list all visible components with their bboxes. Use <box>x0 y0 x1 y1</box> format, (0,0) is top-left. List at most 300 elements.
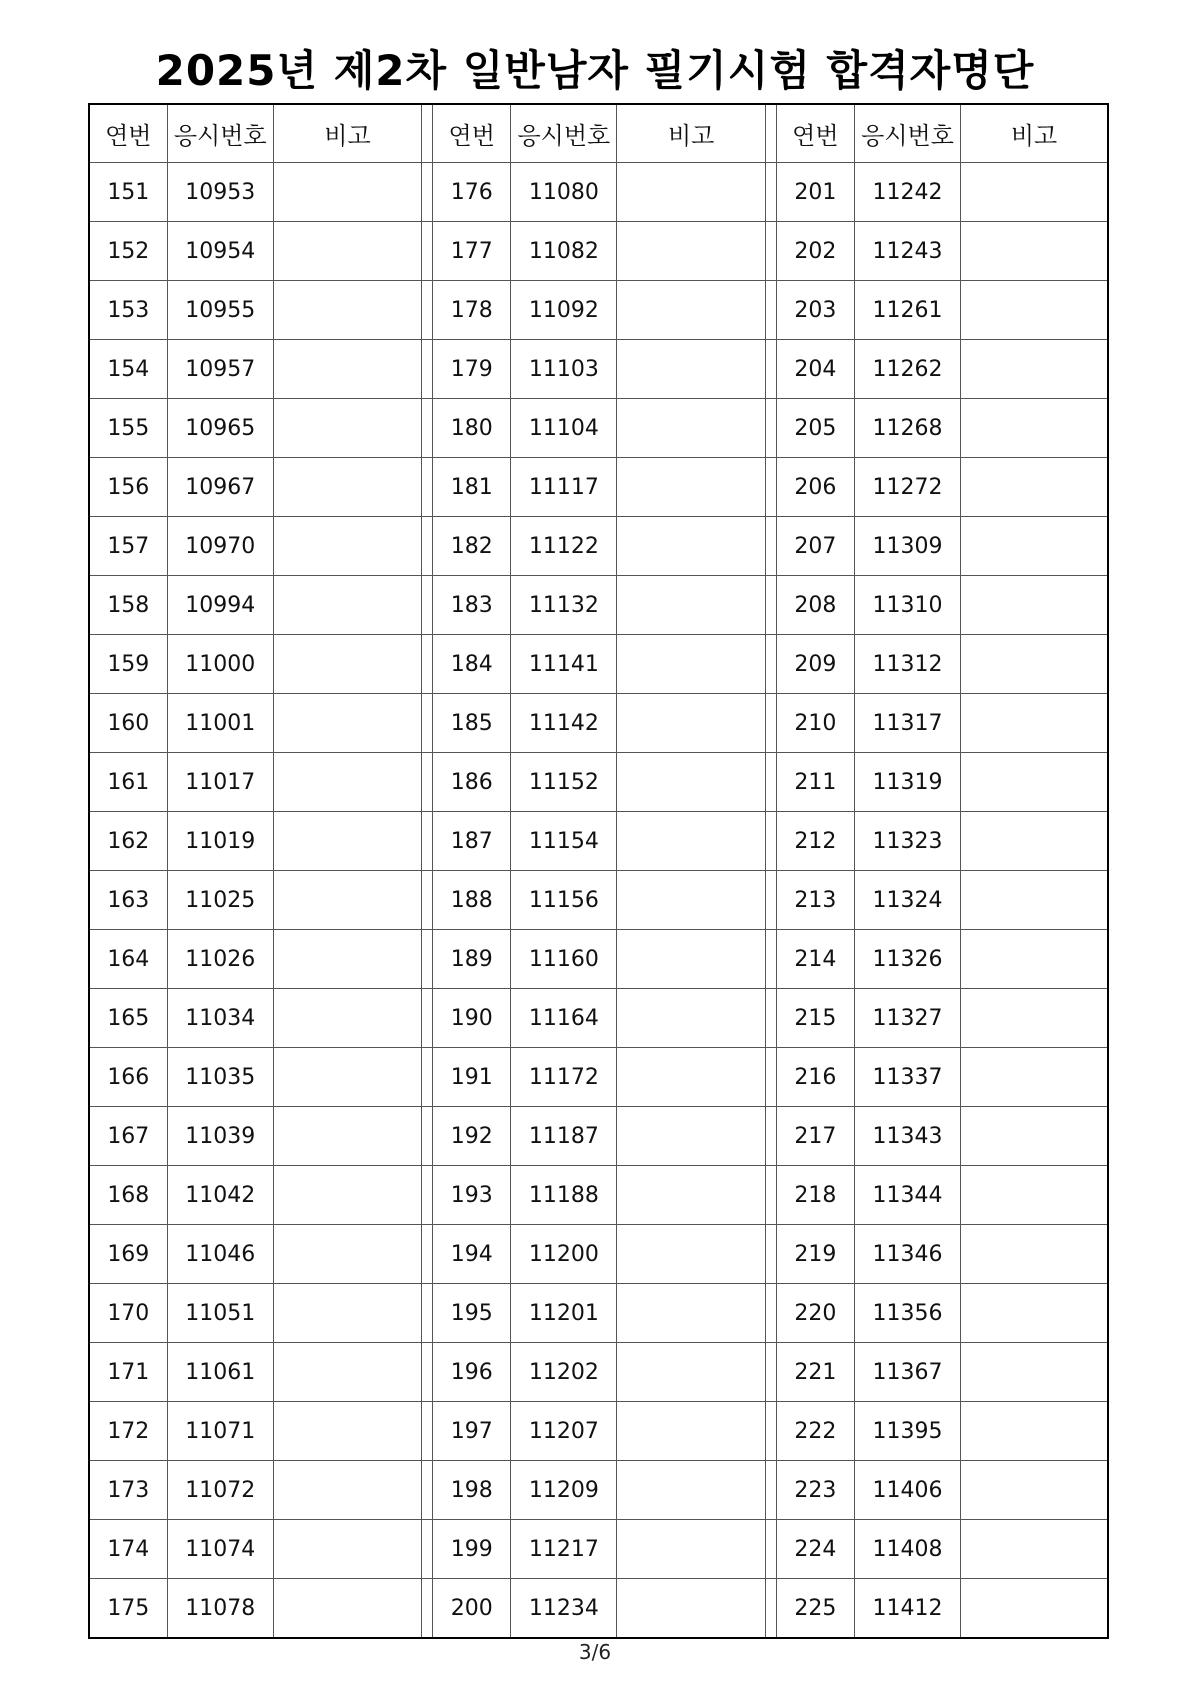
column-gap <box>765 1284 776 1343</box>
column-gap <box>765 222 776 281</box>
note-cell <box>617 340 765 399</box>
note-cell <box>961 989 1108 1048</box>
note-cell <box>617 1343 765 1402</box>
serial-number-cell: 186 <box>433 753 511 812</box>
note-cell <box>961 163 1108 222</box>
note-cell <box>961 930 1108 989</box>
serial-number-cell: 158 <box>89 576 167 635</box>
table-row <box>89 871 1108 930</box>
note-cell <box>961 1048 1108 1107</box>
serial-number-cell: 163 <box>89 871 167 930</box>
note-cell <box>961 812 1108 871</box>
column-gap <box>765 340 776 399</box>
exam-number-cell: 11080 <box>511 163 617 222</box>
exam-number-cell: 11156 <box>511 871 617 930</box>
exam-number-cell: 10954 <box>167 222 273 281</box>
note-cell <box>961 1284 1108 1343</box>
column-gap <box>765 576 776 635</box>
table-row <box>89 1166 1108 1225</box>
exam-number-cell: 11356 <box>854 1284 960 1343</box>
serial-number-cell: 153 <box>89 281 167 340</box>
column-gap <box>765 1107 776 1166</box>
serial-number-cell: 225 <box>776 1579 854 1639</box>
exam-number-cell: 11243 <box>854 222 960 281</box>
column-gap <box>765 399 776 458</box>
exam-number-cell: 11327 <box>854 989 960 1048</box>
note-cell <box>617 871 765 930</box>
header-exam-id: 응시번호 <box>167 104 273 163</box>
note-cell <box>273 1225 421 1284</box>
note-cell <box>961 635 1108 694</box>
exam-number-cell: 11324 <box>854 871 960 930</box>
column-gap <box>765 104 776 163</box>
column-gap <box>765 281 776 340</box>
column-gap <box>422 635 433 694</box>
table-row <box>89 399 1108 458</box>
serial-number-cell: 157 <box>89 517 167 576</box>
exam-number-cell: 11017 <box>167 753 273 812</box>
exam-number-cell: 10994 <box>167 576 273 635</box>
column-gap <box>422 576 433 635</box>
note-cell <box>617 635 765 694</box>
note-cell <box>961 1579 1108 1639</box>
serial-number-cell: 218 <box>776 1166 854 1225</box>
exam-number-cell: 11202 <box>511 1343 617 1402</box>
column-gap <box>765 989 776 1048</box>
note-cell <box>617 1579 765 1639</box>
exam-number-cell: 11309 <box>854 517 960 576</box>
column-gap <box>422 1343 433 1402</box>
column-gap <box>765 635 776 694</box>
note-cell <box>961 1166 1108 1225</box>
column-gap <box>422 1048 433 1107</box>
note-cell <box>961 753 1108 812</box>
exam-number-cell: 11042 <box>167 1166 273 1225</box>
header-no: 연번 <box>89 104 167 163</box>
serial-number-cell: 209 <box>776 635 854 694</box>
exam-number-cell: 11025 <box>167 871 273 930</box>
exam-number-cell: 11103 <box>511 340 617 399</box>
serial-number-cell: 185 <box>433 694 511 753</box>
note-cell <box>273 163 421 222</box>
header-no: 연번 <box>433 104 511 163</box>
serial-number-cell: 168 <box>89 1166 167 1225</box>
note-cell <box>273 1461 421 1520</box>
serial-number-cell: 155 <box>89 399 167 458</box>
note-cell <box>617 1166 765 1225</box>
note-cell <box>961 1225 1108 1284</box>
serial-number-cell: 187 <box>433 812 511 871</box>
note-cell <box>273 517 421 576</box>
exam-number-cell: 11142 <box>511 694 617 753</box>
serial-number-cell: 204 <box>776 340 854 399</box>
column-gap <box>422 517 433 576</box>
note-cell <box>273 1343 421 1402</box>
table-row <box>89 812 1108 871</box>
table-row <box>89 1343 1108 1402</box>
column-gap <box>765 458 776 517</box>
column-gap <box>422 104 433 163</box>
exam-number-cell: 10953 <box>167 163 273 222</box>
serial-number-cell: 182 <box>433 517 511 576</box>
serial-number-cell: 223 <box>776 1461 854 1520</box>
exam-number-cell: 11141 <box>511 635 617 694</box>
table-row <box>89 1225 1108 1284</box>
exam-number-cell: 10955 <box>167 281 273 340</box>
note-cell <box>961 458 1108 517</box>
exam-number-cell: 11026 <box>167 930 273 989</box>
serial-number-cell: 170 <box>89 1284 167 1343</box>
serial-number-cell: 183 <box>433 576 511 635</box>
column-gap <box>765 1343 776 1402</box>
serial-number-cell: 173 <box>89 1461 167 1520</box>
note-cell <box>617 694 765 753</box>
exam-number-cell: 11154 <box>511 812 617 871</box>
note-cell <box>617 399 765 458</box>
table-row <box>89 340 1108 399</box>
column-gap <box>765 930 776 989</box>
exam-number-cell: 11406 <box>854 1461 960 1520</box>
serial-number-cell: 159 <box>89 635 167 694</box>
exam-number-cell: 11234 <box>511 1579 617 1639</box>
column-gap <box>765 517 776 576</box>
exam-number-cell: 11207 <box>511 1402 617 1461</box>
exam-number-cell: 11035 <box>167 1048 273 1107</box>
column-gap <box>765 812 776 871</box>
table-row <box>89 989 1108 1048</box>
column-gap <box>422 1520 433 1579</box>
serial-number-cell: 194 <box>433 1225 511 1284</box>
serial-number-cell: 152 <box>89 222 167 281</box>
serial-number-cell: 184 <box>433 635 511 694</box>
exam-number-cell: 11187 <box>511 1107 617 1166</box>
serial-number-cell: 195 <box>433 1284 511 1343</box>
exam-number-cell: 11188 <box>511 1166 617 1225</box>
serial-number-cell: 167 <box>89 1107 167 1166</box>
column-gap <box>422 753 433 812</box>
table-row <box>89 576 1108 635</box>
serial-number-cell: 222 <box>776 1402 854 1461</box>
note-cell <box>617 1402 765 1461</box>
exam-number-cell: 11039 <box>167 1107 273 1166</box>
exam-number-cell: 11160 <box>511 930 617 989</box>
note-cell <box>273 458 421 517</box>
page-title: 2025년 제2차 일반남자 필기시험 합격자명단 <box>155 46 1035 95</box>
column-gap <box>422 399 433 458</box>
exam-number-cell: 11019 <box>167 812 273 871</box>
column-gap <box>422 1225 433 1284</box>
exam-number-cell: 11051 <box>167 1284 273 1343</box>
table-row <box>89 163 1108 222</box>
table-row <box>89 517 1108 576</box>
exam-number-cell: 11343 <box>854 1107 960 1166</box>
exam-number-cell: 11326 <box>854 930 960 989</box>
exam-number-cell: 11209 <box>511 1461 617 1520</box>
serial-number-cell: 178 <box>433 281 511 340</box>
column-gap <box>422 340 433 399</box>
note-cell <box>617 517 765 576</box>
exam-number-cell: 11000 <box>167 635 273 694</box>
header-note: 비고 <box>961 104 1108 163</box>
exam-number-cell: 11200 <box>511 1225 617 1284</box>
table-row <box>89 635 1108 694</box>
serial-number-cell: 165 <box>89 989 167 1048</box>
exam-number-cell: 11242 <box>854 163 960 222</box>
table-row <box>89 1461 1108 1520</box>
exam-number-cell: 11061 <box>167 1343 273 1402</box>
exam-number-cell: 11310 <box>854 576 960 635</box>
note-cell <box>273 753 421 812</box>
serial-number-cell: 207 <box>776 517 854 576</box>
exam-number-cell: 11001 <box>167 694 273 753</box>
serial-number-cell: 221 <box>776 1343 854 1402</box>
exam-number-cell: 11217 <box>511 1520 617 1579</box>
serial-number-cell: 174 <box>89 1520 167 1579</box>
table-row <box>89 281 1108 340</box>
serial-number-cell: 197 <box>433 1402 511 1461</box>
note-cell <box>273 576 421 635</box>
column-gap <box>422 222 433 281</box>
note-cell <box>961 222 1108 281</box>
serial-number-cell: 151 <box>89 163 167 222</box>
exam-number-cell: 11092 <box>511 281 617 340</box>
exam-number-cell: 11082 <box>511 222 617 281</box>
serial-number-cell: 208 <box>776 576 854 635</box>
note-cell <box>273 399 421 458</box>
table-row <box>89 694 1108 753</box>
serial-number-cell: 190 <box>433 989 511 1048</box>
column-gap <box>765 1166 776 1225</box>
note-cell <box>273 1402 421 1461</box>
exam-number-cell: 11395 <box>854 1402 960 1461</box>
serial-number-cell: 169 <box>89 1225 167 1284</box>
serial-number-cell: 196 <box>433 1343 511 1402</box>
serial-number-cell: 205 <box>776 399 854 458</box>
column-gap <box>422 1107 433 1166</box>
table-row <box>89 753 1108 812</box>
column-gap <box>765 1461 776 1520</box>
column-gap <box>765 1579 776 1639</box>
exam-number-cell: 11046 <box>167 1225 273 1284</box>
note-cell <box>617 576 765 635</box>
exam-number-cell: 11122 <box>511 517 617 576</box>
note-cell <box>617 1107 765 1166</box>
column-gap <box>765 871 776 930</box>
exam-number-cell: 11172 <box>511 1048 617 1107</box>
note-cell <box>273 989 421 1048</box>
exam-number-cell: 11117 <box>511 458 617 517</box>
column-gap <box>765 163 776 222</box>
column-gap <box>422 871 433 930</box>
exam-number-cell: 11104 <box>511 399 617 458</box>
column-gap <box>422 1461 433 1520</box>
serial-number-cell: 176 <box>433 163 511 222</box>
note-cell <box>273 1520 421 1579</box>
exam-number-cell: 11412 <box>854 1579 960 1639</box>
serial-number-cell: 154 <box>89 340 167 399</box>
serial-number-cell: 160 <box>89 694 167 753</box>
serial-number-cell: 203 <box>776 281 854 340</box>
exam-number-cell: 10970 <box>167 517 273 576</box>
table-header-row <box>89 104 1108 163</box>
column-gap <box>765 694 776 753</box>
table-row <box>89 1107 1108 1166</box>
serial-number-cell: 171 <box>89 1343 167 1402</box>
header-note: 비고 <box>273 104 421 163</box>
serial-number-cell: 217 <box>776 1107 854 1166</box>
serial-number-cell: 212 <box>776 812 854 871</box>
table-row <box>89 1402 1108 1461</box>
results-table <box>88 103 1109 1639</box>
serial-number-cell: 181 <box>433 458 511 517</box>
column-gap <box>422 458 433 517</box>
table-row <box>89 1284 1108 1343</box>
column-gap <box>422 281 433 340</box>
note-cell <box>617 163 765 222</box>
exam-number-cell: 11152 <box>511 753 617 812</box>
serial-number-cell: 162 <box>89 812 167 871</box>
column-gap <box>422 1284 433 1343</box>
exam-number-cell: 11337 <box>854 1048 960 1107</box>
column-gap <box>765 1225 776 1284</box>
note-cell <box>617 812 765 871</box>
note-cell <box>961 694 1108 753</box>
serial-number-cell: 200 <box>433 1579 511 1639</box>
page-number: 3/6 <box>578 1640 612 1664</box>
column-gap <box>765 1520 776 1579</box>
exam-number-cell: 11317 <box>854 694 960 753</box>
note-cell <box>961 340 1108 399</box>
exam-number-cell: 11164 <box>511 989 617 1048</box>
exam-number-cell: 11268 <box>854 399 960 458</box>
serial-number-cell: 219 <box>776 1225 854 1284</box>
header-no: 연번 <box>776 104 854 163</box>
serial-number-cell: 211 <box>776 753 854 812</box>
exam-number-cell: 11132 <box>511 576 617 635</box>
exam-number-cell: 11078 <box>167 1579 273 1639</box>
serial-number-cell: 191 <box>433 1048 511 1107</box>
serial-number-cell: 206 <box>776 458 854 517</box>
serial-number-cell: 215 <box>776 989 854 1048</box>
header-note: 비고 <box>617 104 765 163</box>
serial-number-cell: 224 <box>776 1520 854 1579</box>
note-cell <box>961 1402 1108 1461</box>
header-exam-id: 응시번호 <box>854 104 960 163</box>
table-body <box>89 163 1108 1639</box>
note-cell <box>617 989 765 1048</box>
exam-number-cell: 11201 <box>511 1284 617 1343</box>
serial-number-cell: 156 <box>89 458 167 517</box>
note-cell <box>961 281 1108 340</box>
exam-number-cell: 11319 <box>854 753 960 812</box>
header-exam-id: 응시번호 <box>511 104 617 163</box>
note-cell <box>273 635 421 694</box>
serial-number-cell: 172 <box>89 1402 167 1461</box>
exam-number-cell: 11346 <box>854 1225 960 1284</box>
column-gap <box>422 694 433 753</box>
column-gap <box>422 1402 433 1461</box>
exam-number-cell: 11408 <box>854 1520 960 1579</box>
note-cell <box>961 1107 1108 1166</box>
serial-number-cell: 179 <box>433 340 511 399</box>
serial-number-cell: 210 <box>776 694 854 753</box>
serial-number-cell: 164 <box>89 930 167 989</box>
note-cell <box>273 1284 421 1343</box>
column-gap <box>765 1402 776 1461</box>
note-cell <box>961 399 1108 458</box>
serial-number-cell: 192 <box>433 1107 511 1166</box>
exam-number-cell: 10967 <box>167 458 273 517</box>
serial-number-cell: 166 <box>89 1048 167 1107</box>
exam-number-cell: 11071 <box>167 1402 273 1461</box>
note-cell <box>273 281 421 340</box>
serial-number-cell: 193 <box>433 1166 511 1225</box>
note-cell <box>273 871 421 930</box>
note-cell <box>617 1461 765 1520</box>
table-row <box>89 930 1108 989</box>
note-cell <box>617 930 765 989</box>
exam-number-cell: 11034 <box>167 989 273 1048</box>
exam-number-cell: 11261 <box>854 281 960 340</box>
note-cell <box>273 930 421 989</box>
exam-number-cell: 11072 <box>167 1461 273 1520</box>
serial-number-cell: 161 <box>89 753 167 812</box>
note-cell <box>273 340 421 399</box>
note-cell <box>961 1343 1108 1402</box>
note-cell <box>961 1461 1108 1520</box>
column-gap <box>422 1579 433 1639</box>
serial-number-cell: 201 <box>776 163 854 222</box>
table-row <box>89 222 1108 281</box>
column-gap <box>422 989 433 1048</box>
exam-number-cell: 11262 <box>854 340 960 399</box>
serial-number-cell: 198 <box>433 1461 511 1520</box>
exam-number-cell: 11344 <box>854 1166 960 1225</box>
table-row <box>89 1520 1108 1579</box>
column-gap <box>765 1048 776 1107</box>
note-cell <box>273 1579 421 1639</box>
exam-number-cell: 11074 <box>167 1520 273 1579</box>
exam-number-cell: 11312 <box>854 635 960 694</box>
exam-number-cell: 11367 <box>854 1343 960 1402</box>
serial-number-cell: 214 <box>776 930 854 989</box>
serial-number-cell: 180 <box>433 399 511 458</box>
note-cell <box>617 753 765 812</box>
note-cell <box>961 576 1108 635</box>
note-cell <box>961 871 1108 930</box>
note-cell <box>273 1048 421 1107</box>
table-row <box>89 1579 1108 1639</box>
column-gap <box>422 163 433 222</box>
note-cell <box>273 1166 421 1225</box>
serial-number-cell: 213 <box>776 871 854 930</box>
note-cell <box>617 1048 765 1107</box>
note-cell <box>617 281 765 340</box>
note-cell <box>273 694 421 753</box>
serial-number-cell: 220 <box>776 1284 854 1343</box>
table-row <box>89 458 1108 517</box>
exam-number-cell: 10957 <box>167 340 273 399</box>
column-gap <box>422 812 433 871</box>
note-cell <box>617 458 765 517</box>
serial-number-cell: 202 <box>776 222 854 281</box>
note-cell <box>273 1107 421 1166</box>
serial-number-cell: 216 <box>776 1048 854 1107</box>
note-cell <box>617 1225 765 1284</box>
serial-number-cell: 199 <box>433 1520 511 1579</box>
column-gap <box>422 1166 433 1225</box>
note-cell <box>617 222 765 281</box>
